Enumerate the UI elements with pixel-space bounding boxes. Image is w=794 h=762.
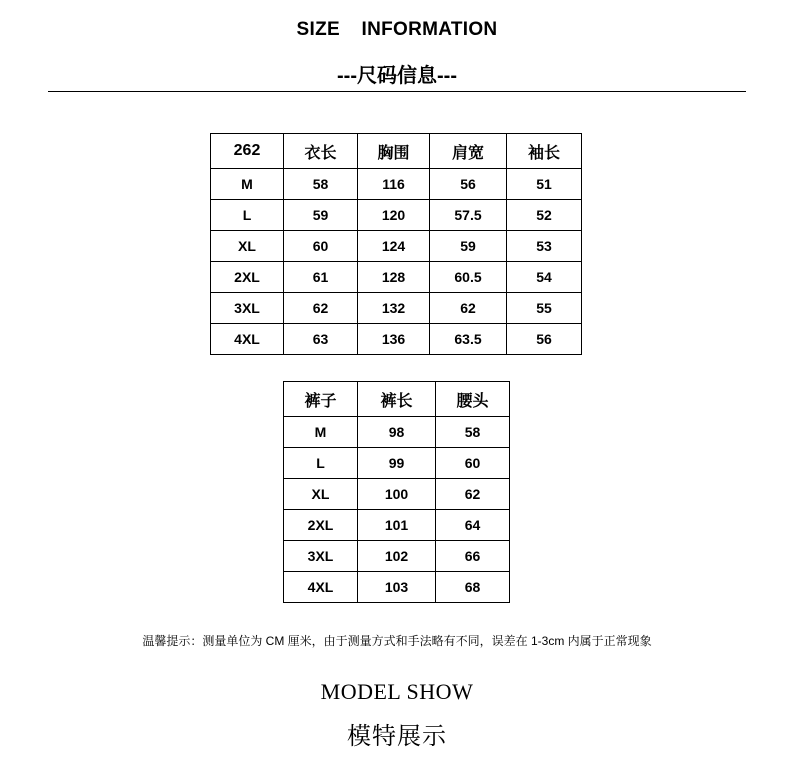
header-divider xyxy=(48,91,746,92)
header-cell: 腰头 xyxy=(436,382,510,417)
bottom-size-table xyxy=(283,381,510,603)
size-cell: M xyxy=(284,417,358,448)
table-row xyxy=(211,324,582,355)
value-cell: 99 xyxy=(358,448,436,479)
table-row xyxy=(211,200,582,231)
value-cell: 62 xyxy=(284,293,358,324)
value-cell: 132 xyxy=(358,293,430,324)
value-cell: 57.5 xyxy=(430,200,507,231)
value-cell: 100 xyxy=(358,479,436,510)
table-row xyxy=(284,541,510,572)
header-cell: 裤长 xyxy=(358,382,436,417)
size-cell: L xyxy=(284,448,358,479)
value-cell: 58 xyxy=(284,169,358,200)
header-cell: 胸围 xyxy=(358,134,430,169)
value-cell: 124 xyxy=(358,231,430,262)
header-cell: 裤子 xyxy=(284,382,358,417)
value-cell: 128 xyxy=(358,262,430,293)
table-row xyxy=(211,231,582,262)
header-cell: 衣长 xyxy=(284,134,358,169)
value-cell: 56 xyxy=(430,169,507,200)
value-cell: 102 xyxy=(358,541,436,572)
value-cell: 60 xyxy=(436,448,510,479)
value-cell: 120 xyxy=(358,200,430,231)
size-cell: XL xyxy=(284,479,358,510)
table-header-row xyxy=(284,382,510,417)
value-cell: 62 xyxy=(430,293,507,324)
size-information-subtitle: ---尺码信息--- xyxy=(337,65,457,87)
value-cell: 56 xyxy=(507,324,582,355)
value-cell: 64 xyxy=(436,510,510,541)
table-row xyxy=(284,448,510,479)
value-cell: 116 xyxy=(358,169,430,200)
value-cell: 55 xyxy=(507,293,582,324)
value-cell: 103 xyxy=(358,572,436,603)
value-cell: 98 xyxy=(358,417,436,448)
value-cell: 60 xyxy=(284,231,358,262)
size-cell: 3XL xyxy=(211,293,284,324)
value-cell: 136 xyxy=(358,324,430,355)
value-cell: 60.5 xyxy=(430,262,507,293)
size-cell: 4XL xyxy=(284,572,358,603)
model-show-title: MODEL SHOW xyxy=(320,679,474,704)
value-cell: 58 xyxy=(436,417,510,448)
value-cell: 66 xyxy=(436,541,510,572)
size-cell: L xyxy=(211,200,284,231)
size-cell: 2XL xyxy=(211,262,284,293)
header-cell: 袖长 xyxy=(507,134,582,169)
value-cell: 62 xyxy=(436,479,510,510)
value-cell: 63 xyxy=(284,324,358,355)
value-cell: 59 xyxy=(284,200,358,231)
size-cell: M xyxy=(211,169,284,200)
size-information-title: SIZE INFORMATION xyxy=(296,19,498,40)
value-cell: 53 xyxy=(507,231,582,262)
value-cell: 101 xyxy=(358,510,436,541)
table-row xyxy=(211,169,582,200)
table-row xyxy=(211,293,582,324)
size-cell: 4XL xyxy=(211,324,284,355)
value-cell: 52 xyxy=(507,200,582,231)
table-row xyxy=(284,479,510,510)
table-row xyxy=(211,262,582,293)
value-cell: 68 xyxy=(436,572,510,603)
table-row xyxy=(284,417,510,448)
table-row xyxy=(284,572,510,603)
table-row xyxy=(284,510,510,541)
top-size-table xyxy=(210,133,582,355)
value-cell: 51 xyxy=(507,169,582,200)
model-show-subtitle: 模特展示 xyxy=(347,722,447,750)
size-cell: 2XL xyxy=(284,510,358,541)
measurement-note: 温馨提示：测量单位为 CM 厘米，由于测量方式和手法略有不同，误差在 1-3cm 内属于正常现象 xyxy=(142,634,652,648)
header-cell: 肩宽 xyxy=(430,134,507,169)
table-header-row xyxy=(211,134,582,169)
value-cell: 63.5 xyxy=(430,324,507,355)
value-cell: 54 xyxy=(507,262,582,293)
size-cell: XL xyxy=(211,231,284,262)
value-cell: 59 xyxy=(430,231,507,262)
header-cell: 262 xyxy=(211,134,284,169)
value-cell: 61 xyxy=(284,262,358,293)
size-cell: 3XL xyxy=(284,541,358,572)
